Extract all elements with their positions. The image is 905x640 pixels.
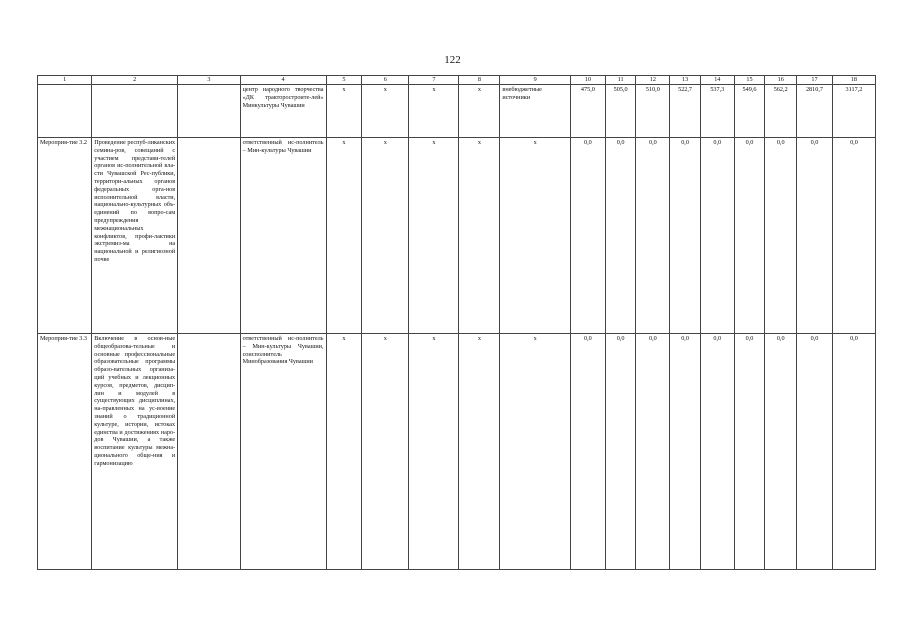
cell-value: 0,0 — [670, 334, 701, 570]
cell-value: 0,0 — [571, 334, 606, 570]
cell-value: 475,0 — [571, 85, 606, 138]
header-row — [38, 76, 876, 85]
cell-col5: x — [326, 138, 362, 334]
cell-value: 0,0 — [734, 138, 765, 334]
cell-value: 0,0 — [670, 138, 701, 334]
cell-funding-source: x — [500, 334, 571, 570]
cell-activity: Мероприя-тие 3.2 — [38, 138, 92, 334]
cell-col5: x — [326, 334, 362, 570]
cell-description — [92, 85, 178, 138]
col-header: 1 — [38, 76, 92, 85]
cell-value: 0,0 — [797, 334, 833, 570]
cell-value: 0,0 — [765, 138, 797, 334]
cell-value: 522,7 — [670, 85, 701, 138]
cell-value: 0,0 — [734, 334, 765, 570]
program-table — [37, 75, 876, 570]
cell-col5: x — [326, 85, 362, 138]
col-header: 7 — [409, 76, 459, 85]
cell-value: 0,0 — [636, 138, 670, 334]
cell-value: 0,0 — [571, 138, 606, 334]
col-header: 17 — [797, 76, 833, 85]
cell-col7: x — [409, 138, 459, 334]
table-row — [38, 334, 876, 570]
table-row — [38, 138, 876, 334]
cell-value: 0,0 — [700, 334, 734, 570]
cell-col7: x — [409, 85, 459, 138]
cell-value: 2810,7 — [797, 85, 833, 138]
cell-value: 562,2 — [765, 85, 797, 138]
col-header: 3 — [178, 76, 240, 85]
cell-value: 0,0 — [605, 138, 636, 334]
cell-col7: x — [409, 334, 459, 570]
cell-col6: x — [362, 138, 409, 334]
col-header: 15 — [734, 76, 765, 85]
cell-col3 — [178, 334, 240, 570]
cell-col8: x — [459, 138, 500, 334]
table-row — [38, 85, 876, 138]
cell-activity — [38, 85, 92, 138]
col-header: 12 — [636, 76, 670, 85]
cell-description: Включение в основ-ные общеобразова-тельные и основные профессиональные образовательные программы образо-вательных организа-ций учебных и лекционных курсов, предметов, дисцип-лин и модулей в существующих дисциплинах, на-правленных на ус-воение знаний о традиционной культуре, истории, истоках единства и достижениях наро-дов Чувашии, а также воспитание культуры межна-ционального обще-ния и гармонизацию — [92, 334, 178, 570]
cell-value: 537,3 — [700, 85, 734, 138]
cell-value: 0,0 — [700, 138, 734, 334]
cell-value: 0,0 — [797, 138, 833, 334]
cell-value: 549,6 — [734, 85, 765, 138]
cell-value: 510,0 — [636, 85, 670, 138]
col-header: 5 — [326, 76, 362, 85]
cell-col3 — [178, 85, 240, 138]
col-header: 4 — [240, 76, 326, 85]
cell-executor: ответственный ис-полнитель – Мин-культуры Чувашии — [240, 138, 326, 334]
col-header: 6 — [362, 76, 409, 85]
cell-description: Проведение респуб-ликанских семина-ров, совещаний с участием представи-телей органов ис-полнительной вла-сти Чувашской Рес-публики, территори-альных органов федеральных орга-нов исполнительной власти, национально-культурных объ-единений по вопро-сам предупреждения межнациональных конфликтов, профи-лактики экстремиз-ма на национальной и религиозной почве — [92, 138, 178, 334]
cell-executor: центр народного творчества «ДК тракторостроите-лей» Минкультуры Чувашии — [240, 85, 326, 138]
col-header: 13 — [670, 76, 701, 85]
cell-col8: x — [459, 85, 500, 138]
cell-value: 0,0 — [832, 138, 875, 334]
col-header: 10 — [571, 76, 606, 85]
col-header: 16 — [765, 76, 797, 85]
cell-executor: ответственный ис-полнитель – Мин-культуры Чувашии, соисполнитель Минобразования Чувашии — [240, 334, 326, 570]
page-number: 122 — [444, 54, 461, 66]
col-header: 2 — [92, 76, 178, 85]
cell-col6: x — [362, 334, 409, 570]
cell-col6: x — [362, 85, 409, 138]
col-header: 18 — [832, 76, 875, 85]
cell-value: 0,0 — [765, 334, 797, 570]
col-header: 14 — [700, 76, 734, 85]
cell-value: 0,0 — [832, 334, 875, 570]
col-header: 9 — [500, 76, 571, 85]
cell-value: 0,0 — [636, 334, 670, 570]
col-header: 8 — [459, 76, 500, 85]
cell-value: 3117,2 — [832, 85, 875, 138]
cell-funding-source: внебюджетные источники — [500, 85, 571, 138]
cell-activity: Мероприя-тие 3.3 — [38, 334, 92, 570]
cell-col8: x — [459, 334, 500, 570]
col-header: 11 — [605, 76, 636, 85]
cell-col3 — [178, 138, 240, 334]
cell-value: 505,0 — [605, 85, 636, 138]
cell-value: 0,0 — [605, 334, 636, 570]
cell-funding-source: x — [500, 138, 571, 334]
